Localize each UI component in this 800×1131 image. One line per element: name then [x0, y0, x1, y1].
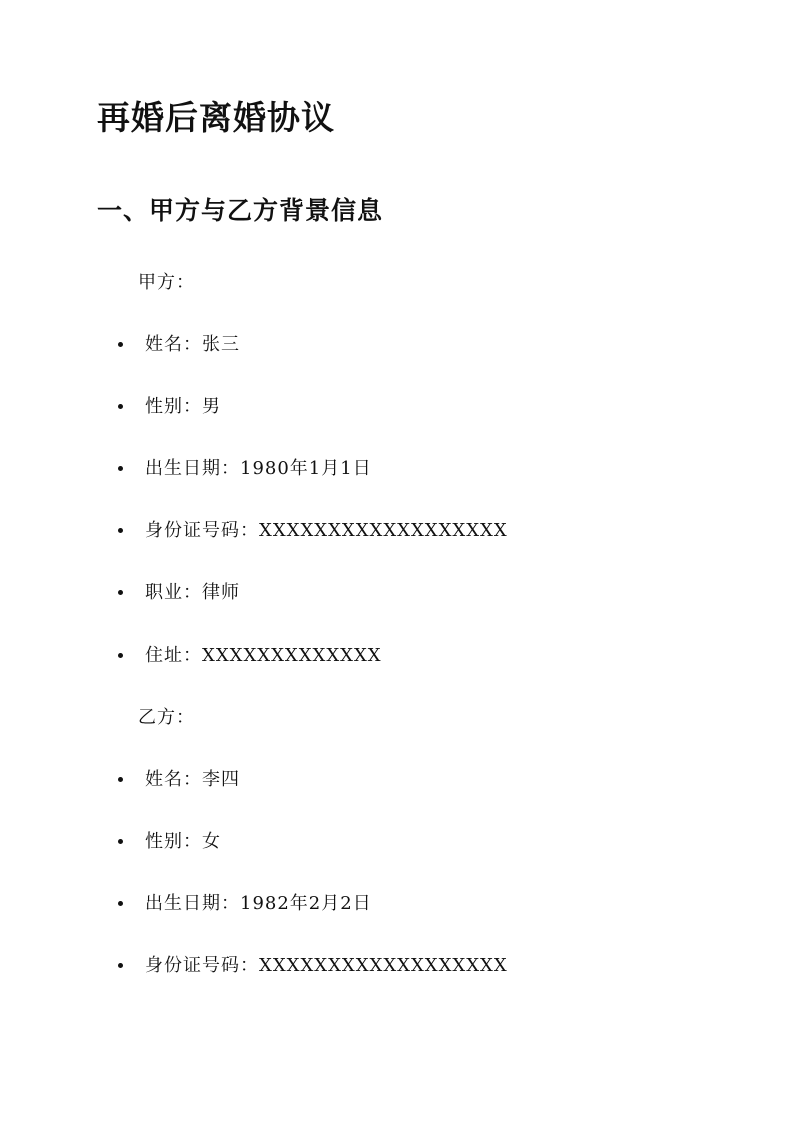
bullet-icon [118, 404, 123, 409]
list-item-text: 住址：XXXXXXXXXXXXX [145, 645, 382, 666]
list-item-text: 身份证号码：XXXXXXXXXXXXXXXXXX [145, 955, 508, 976]
list-item [118, 456, 372, 482]
list-item-text: 职业：律师 [145, 582, 240, 603]
party-a-label: 甲方： [138, 272, 195, 293]
list-item-text: 出生日期：1982年2月2日 [145, 893, 372, 914]
list-item [118, 953, 508, 979]
bullet-icon [118, 777, 123, 782]
list-item [118, 580, 240, 606]
list-item-text: 姓名：张三 [145, 334, 240, 355]
list-item-text: 身份证号码：XXXXXXXXXXXXXXXXXX [145, 520, 508, 541]
list-item [118, 767, 240, 793]
bullet-icon [118, 466, 123, 471]
bullet-icon [118, 653, 123, 658]
bullet-icon [118, 839, 123, 844]
bullet-icon [118, 528, 123, 533]
list-item [118, 332, 240, 358]
bullet-icon [118, 342, 123, 347]
bullet-icon [118, 590, 123, 595]
bullet-icon [118, 901, 123, 906]
list-item [118, 891, 372, 917]
list-item-text: 性别：男 [145, 396, 221, 417]
list-item-text: 出生日期：1980年1月1日 [145, 458, 372, 479]
section-heading: 一、甲方与乙方背景信息 [97, 196, 384, 225]
list-item [118, 829, 221, 855]
document-title: 再婚后离婚协议 [97, 98, 335, 137]
bullet-icon [118, 963, 123, 968]
list-item [118, 643, 382, 669]
list-item [118, 394, 221, 420]
list-item [118, 518, 508, 544]
list-item-text: 姓名：李四 [145, 769, 240, 790]
party-b-label: 乙方： [138, 707, 195, 728]
list-item-text: 性别：女 [145, 831, 221, 852]
